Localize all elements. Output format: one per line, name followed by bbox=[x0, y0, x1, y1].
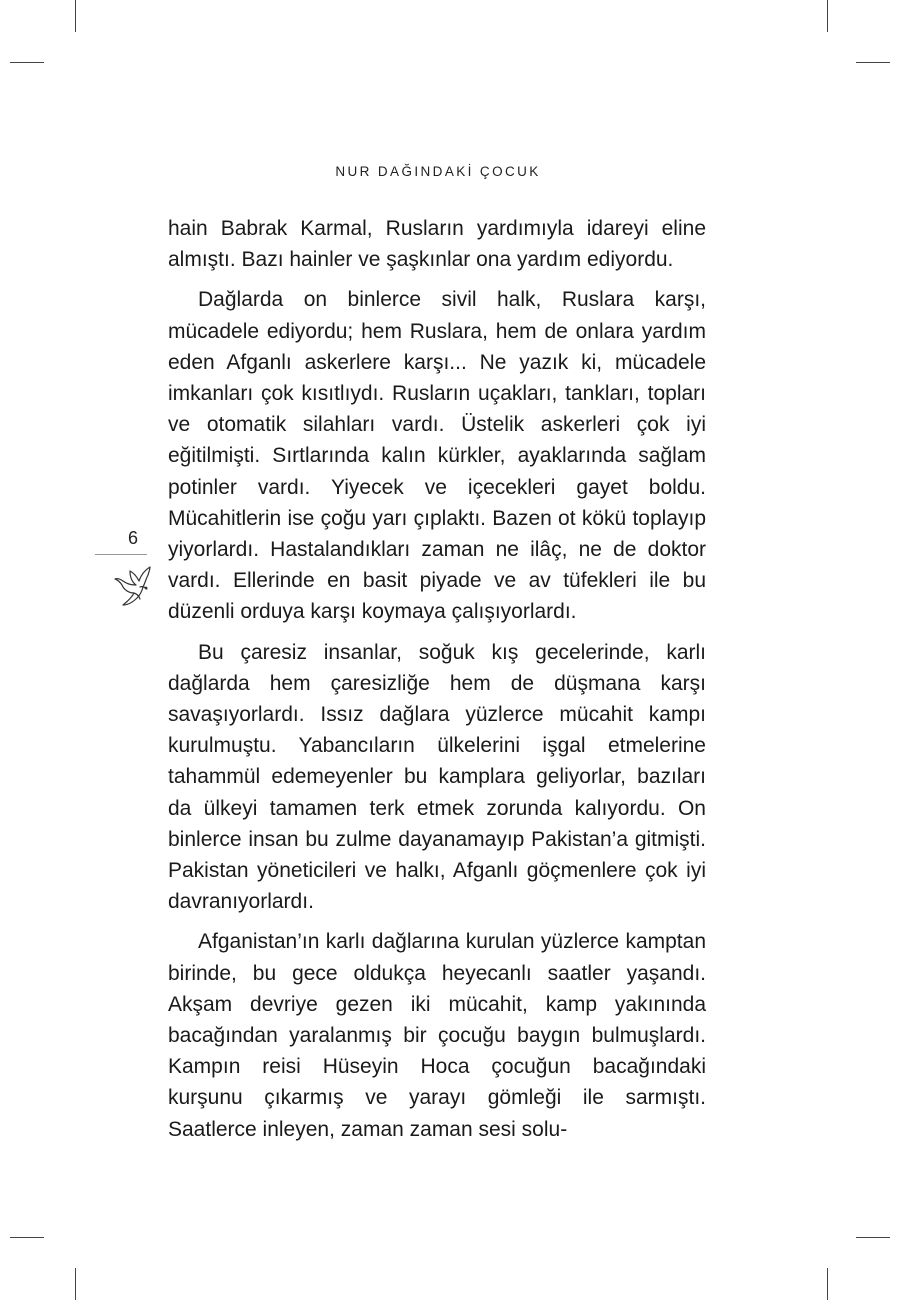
crop-mark-top-left bbox=[75, 0, 76, 32]
paragraph-1: hain Babrak Karmal, Rusların yardımıyla idareyi eline almıştı. Bazı hainler ve şaşkınlar ona yardım ediyordu. bbox=[168, 217, 706, 272]
crop-mark-top-right bbox=[827, 0, 828, 32]
crop-mark-bottom-right bbox=[827, 1268, 828, 1300]
crop-mark-left-bottom bbox=[10, 1237, 44, 1238]
paragraph-3: Bu çaresiz insanlar, soğuk kış gecelerinde, karlı dağlarda hem çaresizliğe hem de düşmana karşı savaşıyorlardı. Issız dağlara yüzlerce mücahit kampı kurulmuştu. Yabancıların ülkelerini işgal etmelerine tahammül edemeyenler bu kamplara geliyorlar, bazıları da ülkeyi tamamen terk etmek zorunda kalıyordu. On binlerce insan bu zulme dayanamayıp Pakistan’a gitmişti. Pakistan yöneticileri ve halkı, Afganlı göçmenlere çok iyi davranıyorlardı. bbox=[168, 640, 706, 914]
folio-rule bbox=[95, 554, 147, 555]
paragraph-4: Afganistan’ın karlı dağlarına kurulan yüzlerce kamptan birinde, bu gece oldukça heyecanlı saatler yaşandı. Akşam devriye gezen iki mücahit, kamp yakınında bacağından yaralanmış bir çocuğu baygın bulmuşlardı. Kampın reisi Hüseyin Hoca çocuğun bacağındaki kurşunu çıkarmış ve yarayı gömleği ile sarmıştı. Saatlerce inleyen, zaman zaman sesi solu- bbox=[168, 930, 706, 1141]
paragraph-2: Dağlarda on binlerce sivil halk, Ruslara karşı, mücadele ediyordu; hem Ruslara, hem de onlara yardım eden Afganlı askerlere karşı... Ne yazık ki, mücadele imkanları çok kısıtlıydı. Rusların uçakları, tankları, topları ve otomatik silahları vardı. Üstelik askerleri çok iyi eğitilmişti. Sırtlarında kalın kürkler, ayaklarında sağlam potinler vardı. Yiyecek ve içecekleri gayet boldu. Mücahitlerin ise çoğu yarı çıplaktı. Bazen ot kökü toplayıp yiyorlardı. Hastalandıkları zaman ne ilâç, ne de doktor vardı. Ellerinde en basit piyade ve av tüfekleri ile bu düzenli orduya karşı koymaya çalışıyorlardı. bbox=[168, 288, 706, 624]
crop-mark-left-top bbox=[10, 62, 44, 63]
page-number: 6 bbox=[127, 528, 138, 548]
crop-mark-right-bottom bbox=[856, 1237, 890, 1238]
crop-mark-right-top bbox=[856, 62, 890, 63]
body-text bbox=[168, 213, 706, 1154]
crop-mark-bottom-left bbox=[75, 1268, 76, 1300]
dove-icon bbox=[110, 563, 154, 609]
running-head: NUR DAĞINDAKİ ÇOCUK bbox=[335, 164, 541, 179]
